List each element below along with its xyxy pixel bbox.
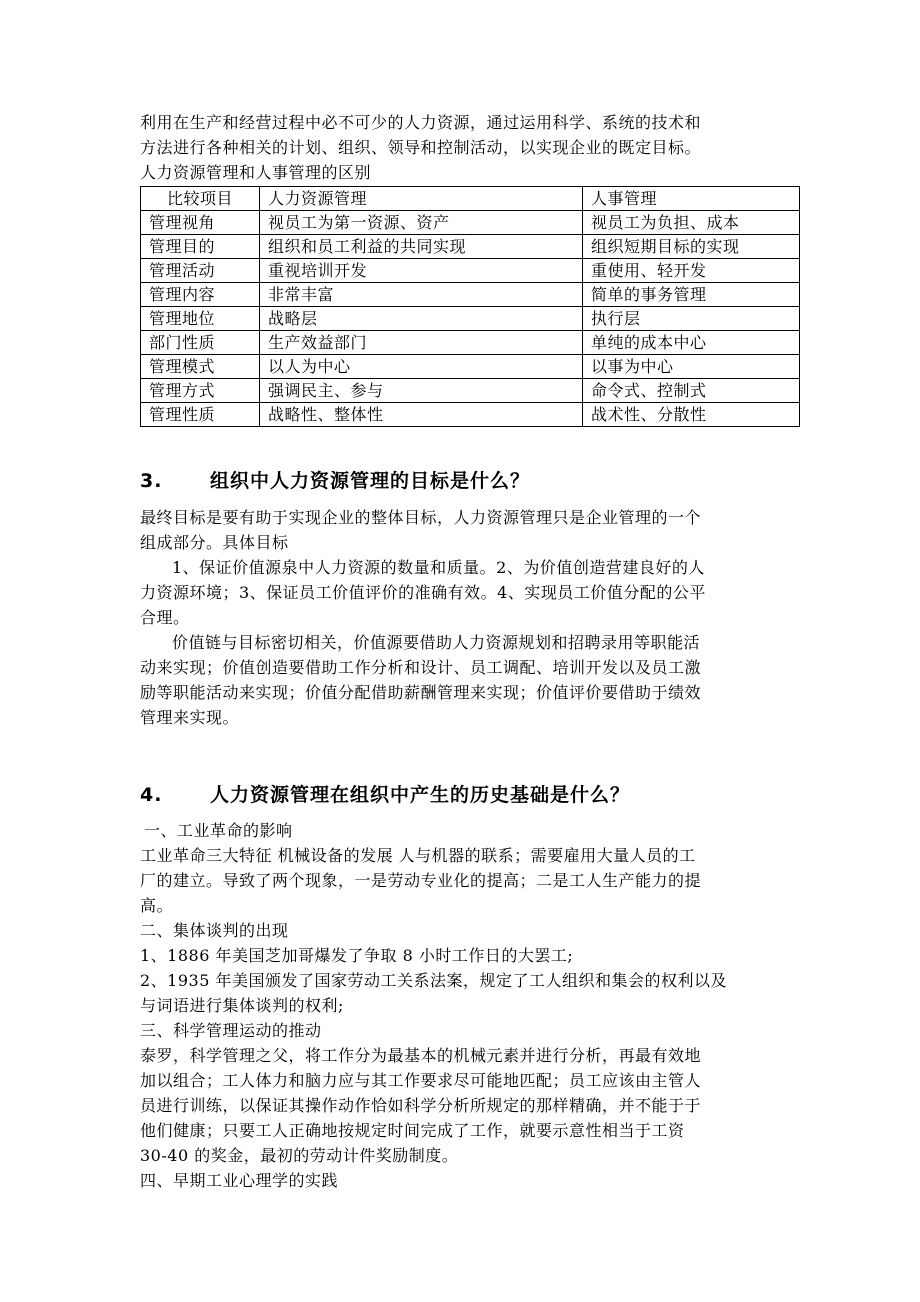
table-cell: 管理活动 bbox=[141, 259, 260, 283]
body-line: 员进行训练，以保证其操作动作恰如科学分析所规定的那样精确，并不能于于 bbox=[140, 1096, 702, 1115]
table-cell: 组织短期目标的实现 bbox=[583, 235, 800, 259]
body-line: 1、保证价值源泉中人力资源的数量和质量。2、为价值创造营建良好的人 bbox=[172, 558, 705, 577]
body-line: 励等职能活动来实现；价值分配借助薪酬管理来实现；价值评价要借助于绩效 bbox=[140, 683, 702, 702]
body-line: 厂的建立。导致了两个现象，一是劳动专业化的提高；二是工人生产能力的提 bbox=[140, 871, 702, 890]
table-row bbox=[141, 259, 800, 283]
table-row bbox=[141, 331, 800, 355]
section-heading bbox=[140, 466, 800, 496]
table-header-cell: 人事管理 bbox=[583, 187, 800, 211]
section-number: 3. bbox=[140, 470, 163, 492]
table-cell: 管理视角 bbox=[141, 211, 260, 235]
table-row bbox=[141, 283, 800, 307]
intro-section bbox=[140, 110, 800, 427]
table-cell: 视员工为负担、成本 bbox=[583, 211, 800, 235]
table-cell: 非常丰富 bbox=[260, 283, 583, 307]
body-line: 力资源环境；3、保证员工价值评价的准确有效。4、实现员工价值分配的公平 bbox=[140, 583, 706, 602]
table-cell: 命令式、控制式 bbox=[583, 379, 800, 403]
body-line: 动来实现；价值创造要借助工作分析和设计、员工调配、培训开发以及员工激 bbox=[140, 658, 702, 677]
table-cell: 战略层 bbox=[260, 307, 583, 331]
table-cell: 管理地位 bbox=[141, 307, 260, 331]
table-cell: 管理性质 bbox=[141, 403, 260, 427]
table-cell: 管理模式 bbox=[141, 355, 260, 379]
intro-line: 方法进行各种相关的计划、组织、领导和控制活动，以实现企业的既定目标。 bbox=[140, 138, 702, 157]
body-line: 工业革命三大特征 机械设备的发展 人与机器的联系；需要雇用大量人员的工 bbox=[140, 846, 696, 865]
subheading: 一、工业革命的影响 bbox=[144, 821, 293, 840]
body-line: 30-40 的奖金，最初的劳动计件奖励制度。 bbox=[140, 1146, 459, 1165]
table-row bbox=[141, 355, 800, 379]
comparison-table bbox=[140, 186, 800, 427]
table-cell: 重视培训开发 bbox=[260, 259, 583, 283]
table-cell: 执行层 bbox=[583, 307, 800, 331]
body-line: 1、1886 年美国芝加哥爆发了争取 8 小时工作日的大罢工; bbox=[140, 946, 574, 965]
section-4-body bbox=[140, 818, 800, 1193]
section-number: 4. bbox=[140, 784, 163, 806]
subheading: 三、科学管理运动的推动 bbox=[140, 1021, 322, 1040]
body-line: 合理。 bbox=[140, 608, 190, 627]
section-3 bbox=[140, 466, 800, 496]
body-line: 加以组合；工人体力和脑力应与其工作要求尽可能地匹配；员工应该由主管人 bbox=[140, 1071, 702, 1090]
section-title: 组织中人力资源管理的目标是什么？ bbox=[210, 470, 531, 492]
table-cell: 部门性质 bbox=[141, 331, 260, 355]
table-cell: 管理方式 bbox=[141, 379, 260, 403]
table-cell: 战略性、整体性 bbox=[260, 403, 583, 427]
table-header-cell: 比较项目 bbox=[141, 187, 260, 211]
table-row bbox=[141, 403, 800, 427]
body-line: 最终目标是要有助于实现企业的整体目标，人力资源管理只是企业管理的一个 bbox=[140, 508, 702, 527]
table-header-row bbox=[141, 187, 800, 211]
table-cell: 视员工为第一资源、资产 bbox=[260, 211, 583, 235]
body-line: 他们健康；只要工人正确地按规定时间完成了工作，就要示意性相当于工资 bbox=[140, 1121, 685, 1140]
table-row bbox=[141, 379, 800, 403]
body-line: 2、1935 年美国颁发了国家劳动工关系法案，规定了工人组织和集会的权利以及 bbox=[140, 971, 727, 990]
subheading: 二、集体谈判的出现 bbox=[140, 921, 289, 940]
body-line: 高。 bbox=[140, 896, 174, 915]
table-cell: 单纯的成本中心 bbox=[583, 331, 800, 355]
table-caption: 人力资源管理和人事管理的区别 bbox=[140, 163, 372, 182]
table-cell: 管理内容 bbox=[141, 283, 260, 307]
table-header-cell: 人力资源管理 bbox=[260, 187, 583, 211]
body-line: 价值链与目标密切相关，价值源要借助人力资源规划和招聘录用等职能活 bbox=[172, 633, 701, 652]
subheading: 四、早期工业心理学的实践 bbox=[140, 1171, 339, 1190]
table-cell: 战术性、分散性 bbox=[583, 403, 800, 427]
table-row bbox=[141, 211, 800, 235]
section-4 bbox=[140, 780, 800, 810]
intro-line: 利用在生产和经营过程中必不可少的人力资源，通过运用科学、系统的技术和 bbox=[140, 113, 702, 132]
table-row bbox=[141, 235, 800, 259]
table-cell: 简单的事务管理 bbox=[583, 283, 800, 307]
table-cell: 以人为中心 bbox=[260, 355, 583, 379]
table-cell: 以事为中心 bbox=[583, 355, 800, 379]
table-cell: 强调民主、参与 bbox=[260, 379, 583, 403]
table-row bbox=[141, 307, 800, 331]
section-3-body bbox=[140, 505, 800, 730]
body-line: 组成部分。具体目标 bbox=[140, 533, 289, 552]
section-heading bbox=[140, 780, 800, 810]
body-line: 与词语进行集体谈判的权利; bbox=[140, 996, 344, 1015]
body-line: 泰罗，科学管理之父，将工作分为最基本的机械元素并进行分析，再最有效地 bbox=[140, 1046, 702, 1065]
table-cell: 重使用、轻开发 bbox=[583, 259, 800, 283]
section-title: 人力资源管理在组织中产生的历史基础是什么？ bbox=[210, 784, 631, 806]
table-cell: 管理目的 bbox=[141, 235, 260, 259]
table-cell: 组织和员工利益的共同实现 bbox=[260, 235, 583, 259]
table-cell: 生产效益部门 bbox=[260, 331, 583, 355]
body-line: 管理来实现。 bbox=[140, 708, 240, 727]
